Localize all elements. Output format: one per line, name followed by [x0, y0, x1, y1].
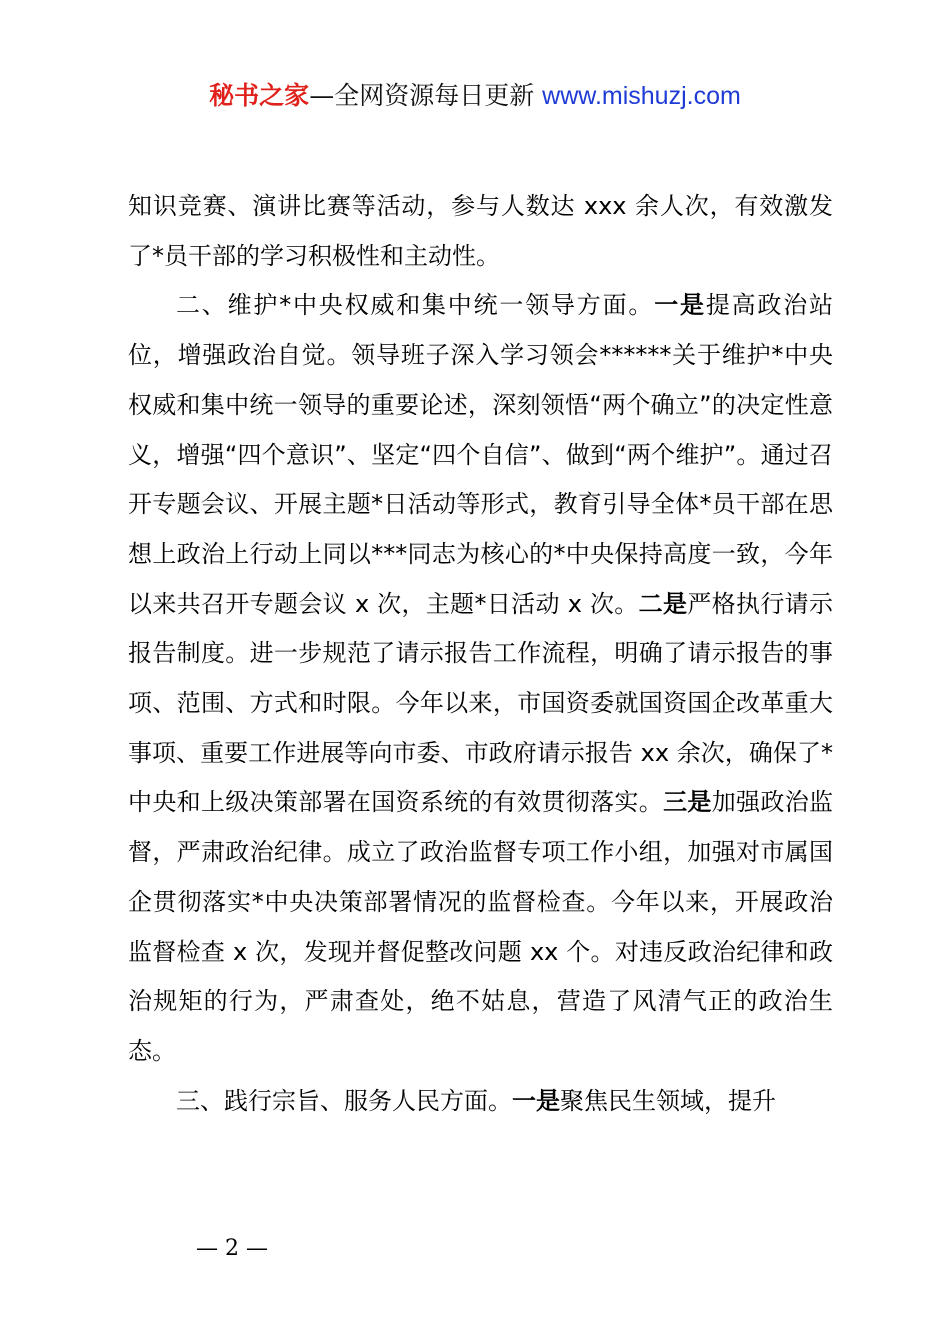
document-body [128, 182, 833, 1126]
paragraph-continuation: 知识竞赛、演讲比赛等活动，参与人数达 xxx 余人次，有效激发了*员干部的学习积极性和主动性。 [128, 192, 833, 270]
point-marker-one: 一是 [654, 291, 706, 320]
page-header [0, 76, 950, 116]
paragraph-section-three [128, 1077, 833, 1127]
section-heading-two: 二、维护*中央权威和集中统一领导方面。 [176, 291, 655, 320]
paragraph-section-two [128, 281, 833, 1076]
point-text-one: 提高政治站位，增强政治自觉。领导班子深入学习领会******关于维护*中央权威和集中统一领导的重要论述，深刻领悟“两个确立”的决定性意义，增强“四个意识”、坚定“四个自信”、做到“两个维护”。通过召开专题会议、开展主题*日活动等形式，教育引导全体*员干部在思想上政治上行动上同以***同志为核心的*中央保持高度一致，今年以来共召开专题会议 x 次，主题*日活动 x 次。 [128, 291, 834, 618]
section-heading-three: 三、践行宗旨、服务人民方面。 [176, 1086, 512, 1115]
brand-name: 秘书之家 [209, 81, 310, 110]
header-tagline: —全网资源每日更新 [309, 81, 535, 110]
site-url-link[interactable]: www.mishuzj.com [542, 82, 741, 110]
point-marker-three: 三是 [663, 788, 712, 817]
point-text-two: 严格执行请示报告制度。进一步规范了请示报告工作流程，明确了请示报告的事项、范围、方式和时限。今年以来，市国资委就国资国企改革重大事项、重要工作进展等向市委、市政府请示报告 xx 余次，确保了*中央和上级决策部署在国资系统的有效贯彻落实。 [128, 589, 834, 817]
point-text-one-section-three: 聚焦民生领域，提升 [560, 1086, 776, 1115]
point-text-three: 加强政治监督，严肃政治纪律。成立了政治监督专项工作小组，加强对市属国企贯彻落实*中央决策部署情况的监督检查。今年以来，开展政治监督检查 x 次，发现并督促整改问题 xx 个。对违反政治纪律和政治规矩的行为，严肃查处，绝不姑息，营造了风清气正的政治生态。 [128, 788, 834, 1065]
page-number: — 2 — [196, 1236, 268, 1261]
point-marker-two: 二是 [638, 589, 688, 618]
point-marker-one-section-three: 一是 [512, 1086, 560, 1115]
